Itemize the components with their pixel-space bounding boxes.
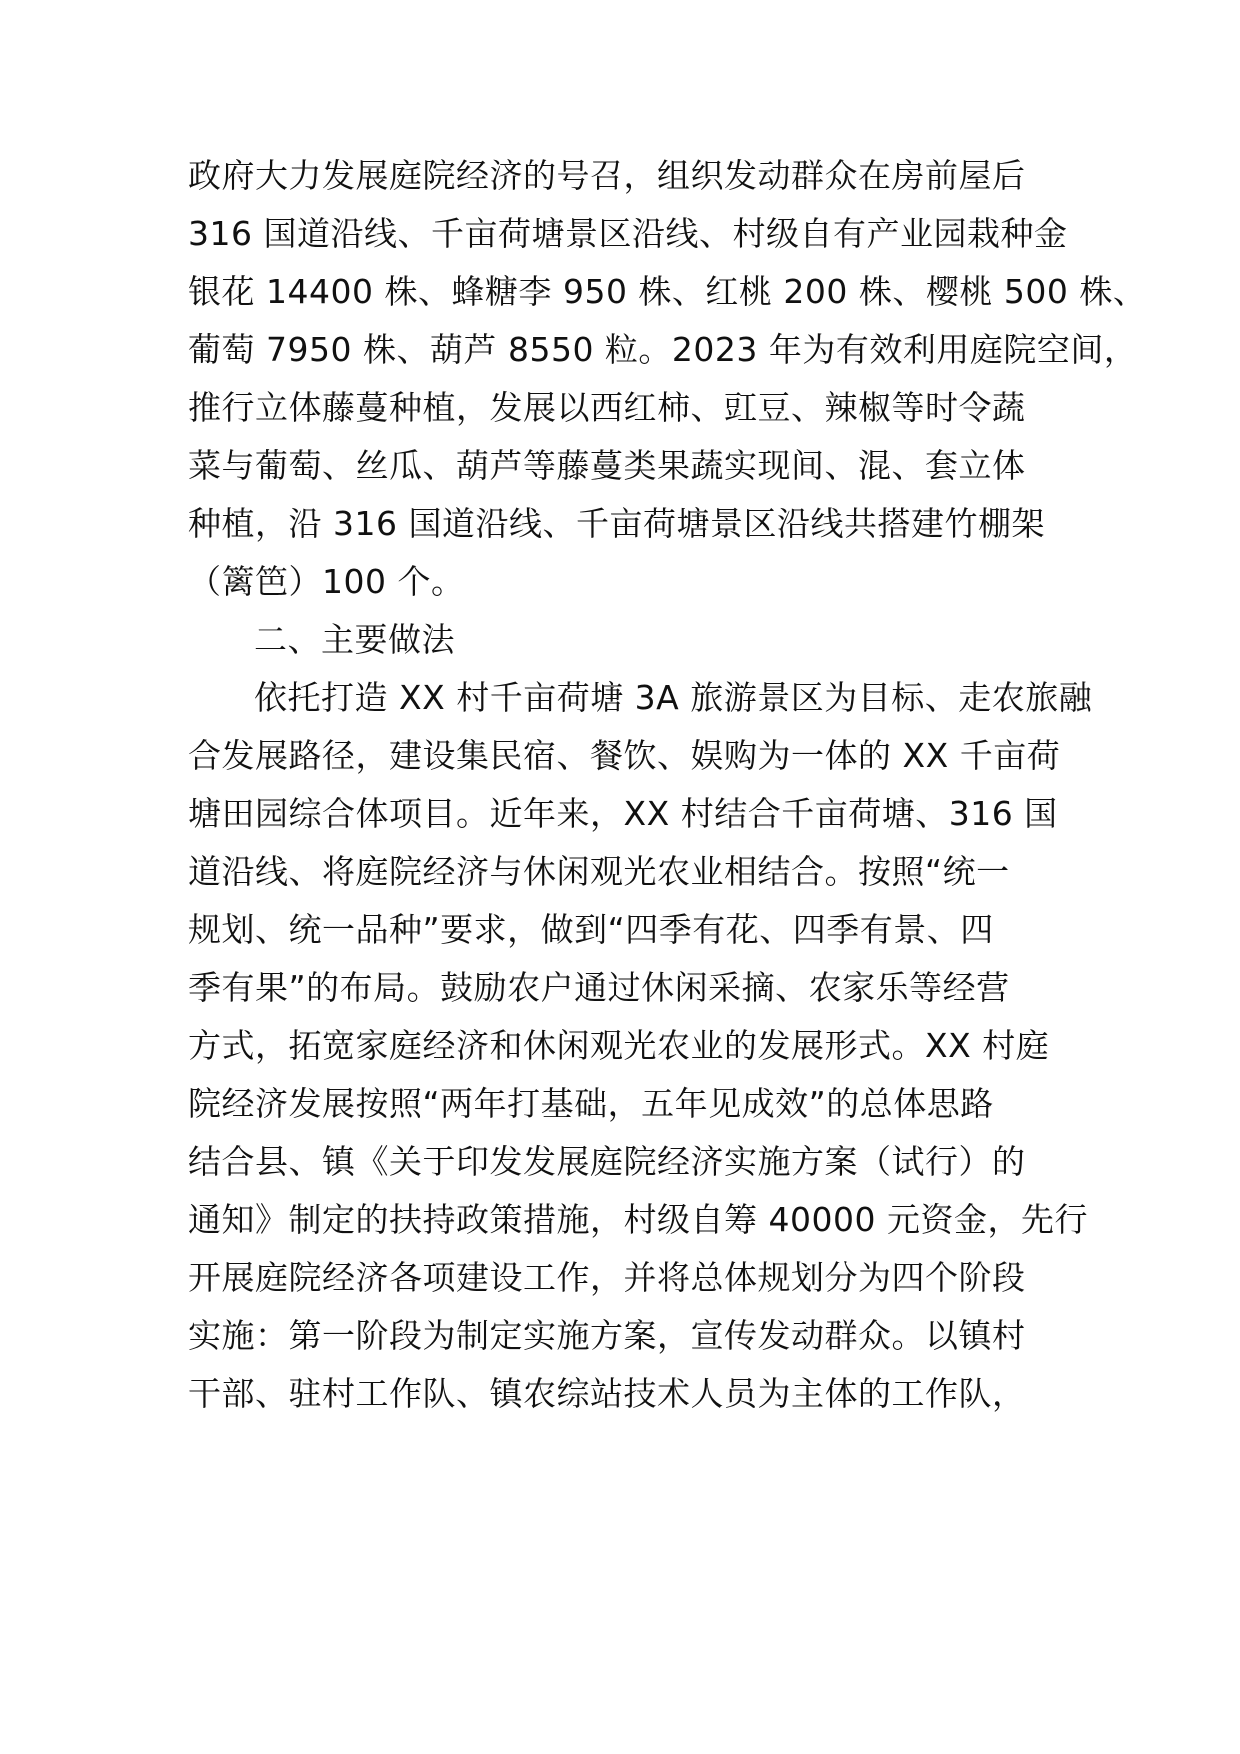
text-line: 院经济发展按照“两年打基础，五年见成效”的总体思路: [188, 1084, 994, 1123]
section-heading: 二、主要做法: [254, 620, 455, 659]
text-line: 合发展路径，建设集民宿、餐饮、娱购为一体的 XX 千亩荷: [188, 736, 1061, 775]
text-line: 开展庭院经济各项建设工作，并将总体规划分为四个阶段: [188, 1258, 1026, 1297]
text-line: （篱笆）100 个。: [188, 562, 465, 601]
text-line: 结合县、镇《关于印发发展庭院经济实施方案（试行）的: [188, 1142, 1026, 1181]
text-line: 实施：第一阶段为制定实施方案，宣传发动群众。以镇村: [188, 1316, 1026, 1355]
text-line: 方式，拓宽家庭经济和休闲观光农业的发展形式。XX 村庭: [188, 1026, 1050, 1065]
text-line: 政府大力发展庭院经济的号召，组织发动群众在房前屋后: [188, 156, 1026, 195]
text-line: 推行立体藤蔓种植，发展以西红柿、豇豆、辣椒等时令蔬: [188, 388, 1026, 427]
text-line: 季有果”的布局。鼓励农户通过休闲采摘、农家乐等经营: [188, 968, 1010, 1007]
text-line: 种植，沿 316 国道沿线、千亩荷塘景区沿线共搭建竹棚架: [188, 504, 1045, 543]
text-line: 干部、驻村工作队、镇农综站技术人员为主体的工作队，: [188, 1374, 1026, 1413]
text-line: 塘田园综合体项目。近年来，XX 村结合千亩荷塘、316 国: [188, 794, 1058, 833]
text-line: 规划、统一品种”要求，做到“四季有花、四季有景、四: [188, 910, 994, 949]
text-line: 银花 14400 株、蜂糖李 950 株、红桃 200 株、樱桃 500 株、: [188, 272, 1147, 311]
paragraph-first-line: 依托打造 XX 村千亩荷塘 3A 旅游景区为目标、走农旅融: [254, 678, 1093, 717]
text-line: 316 国道沿线、千亩荷塘景区沿线、村级自有产业园栽种金: [188, 214, 1068, 253]
text-line: 通知》制定的扶持政策措施，村级自筹 40000 元资金，先行: [188, 1200, 1088, 1239]
text-line: 葡萄 7950 株、葫芦 8550 粒。2023 年为有效利用庭院空间，: [188, 330, 1138, 369]
text-line: 道沿线、将庭院经济与休闲观光农业相结合。按照“统一: [188, 852, 1010, 891]
text-line: 菜与葡萄、丝瓜、葫芦等藤蔓类果蔬实现间、混、套立体: [188, 446, 1026, 485]
